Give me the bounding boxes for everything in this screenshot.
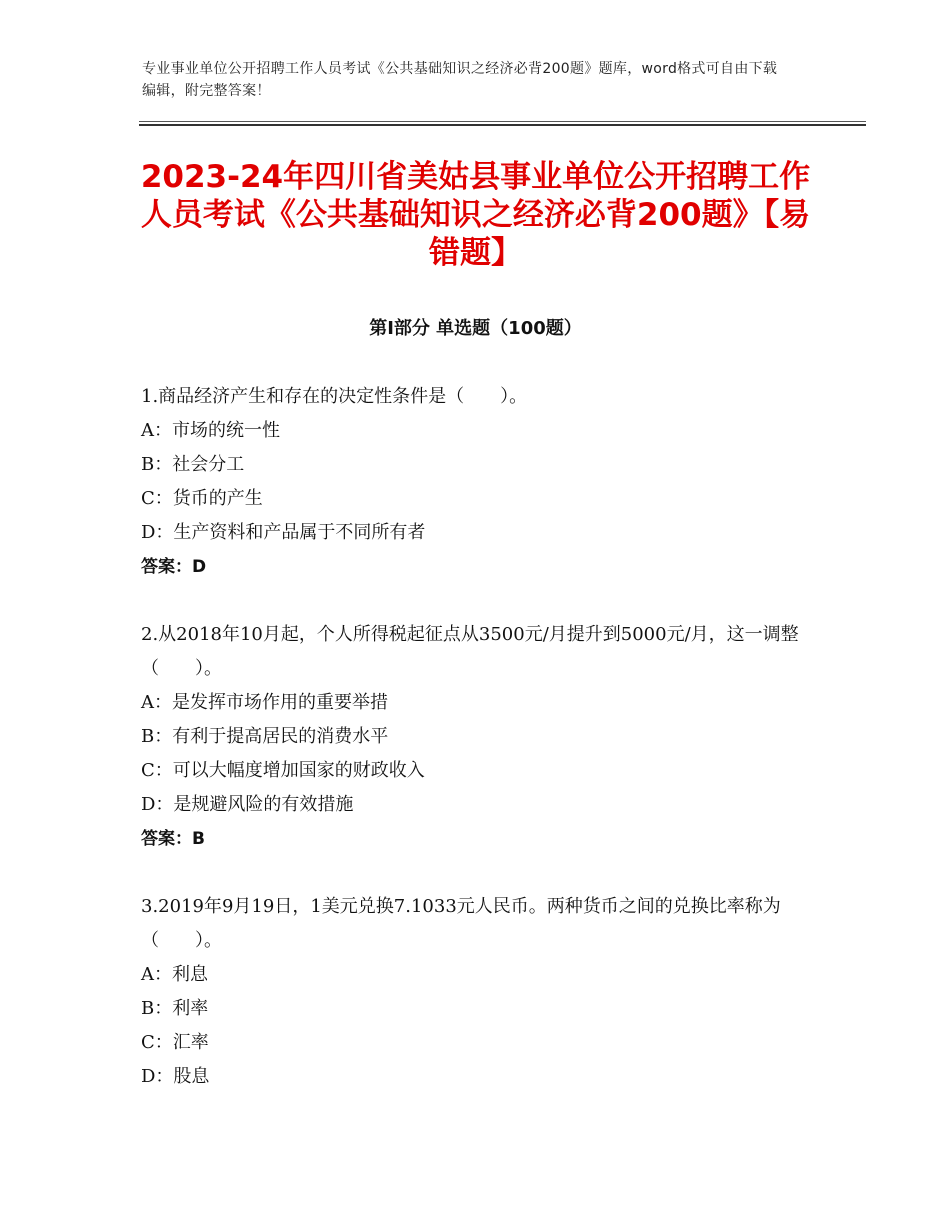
question-3 — [141, 890, 821, 1094]
question-spacer — [141, 856, 821, 890]
option-c: C：货币的产生 — [141, 488, 263, 509]
question-1 — [141, 380, 821, 584]
question-2 — [141, 618, 821, 856]
option-a: A：利息 — [141, 964, 208, 985]
answer-label: 答案：D — [141, 557, 207, 577]
option-c: C：可以大幅度增加国家的财政收入 — [141, 760, 425, 781]
option-d: D：生产资料和产品属于不同所有者 — [141, 522, 426, 543]
question-stem: 3.2019年9月19日，1美元兑换7.1033元人民币。两种货币之间的兑换比率称为（ ）。 — [141, 896, 781, 951]
header-divider — [139, 121, 866, 126]
document-title: 2023-24年四川省美姑县事业单位公开招聘工作人员考试《公共基础知识之经济必背200题》【易错题】 — [140, 159, 811, 271]
question-stem: 1.商品经济产生和存在的决定性条件是（ ）。 — [141, 386, 528, 407]
answer-label: 答案：B — [141, 829, 205, 849]
option-b: B：有利于提高居民的消费水平 — [141, 726, 389, 747]
option-b: B：利率 — [141, 998, 209, 1019]
option-a: A：市场的统一性 — [141, 420, 280, 441]
option-d: D：是规避风险的有效措施 — [141, 794, 354, 815]
option-b: B：社会分工 — [141, 454, 245, 475]
question-stem: 2.从2018年10月起，个人所得税起征点从3500元/月提升到5000元/月，这一调整（ ）。 — [141, 624, 799, 679]
question-spacer — [141, 584, 821, 618]
option-a: A：是发挥市场作用的重要举措 — [141, 692, 388, 713]
question-list — [141, 380, 821, 1094]
option-c: C：汇率 — [141, 1032, 209, 1053]
option-d: D：股息 — [141, 1066, 210, 1087]
section-heading: 第Ⅰ部分 单选题（100题） — [369, 318, 582, 339]
document-header-note: 专业事业单位公开招聘工作人员考试《公共基础知识之经济必背200题》题库，word格式可自由下载编辑，附完整答案！ — [142, 61, 778, 99]
